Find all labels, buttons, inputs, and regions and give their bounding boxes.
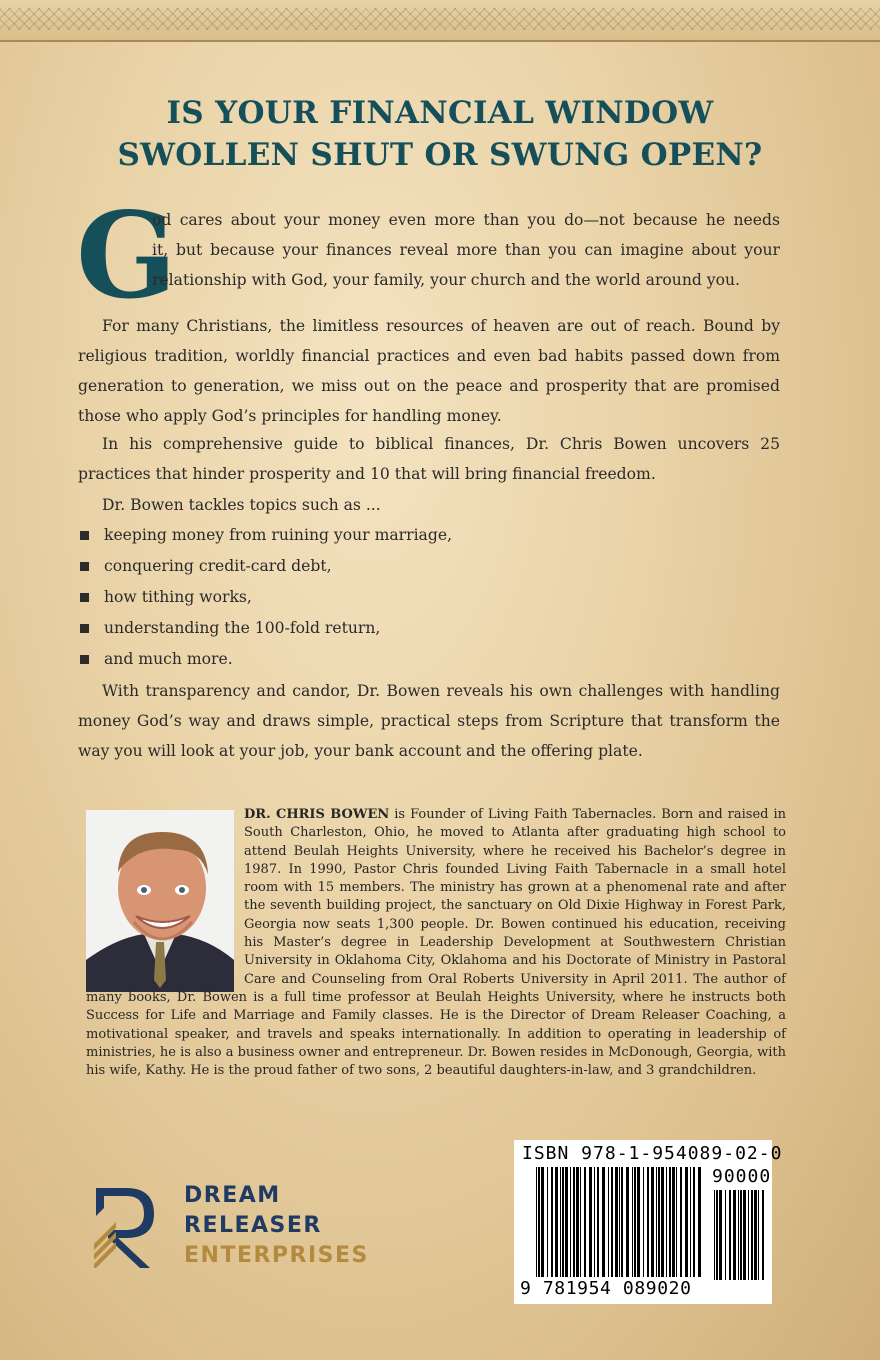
intro-line-2: it, but because your finances reveal more than you can imagine about your [152,241,780,259]
bullet-square-icon [80,562,89,571]
publisher-line-1: DREAM [184,1183,281,1208]
list-item: keeping money from ruining your marriage, [78,520,778,551]
publisher-line-3: ENTERPRISES [184,1243,369,1268]
intro-line-3: relationship with God, your family, your church and the world around you. [152,271,741,289]
headline-line-1: IS YOUR FINANCIAL WINDOW [166,95,714,131]
ean-digits: 9 781954 089020 [520,1278,692,1299]
list-item: conquering credit-card debt, [78,551,778,582]
publisher-logo [92,1182,392,1282]
price-code: 90000 [712,1166,772,1187]
author-bio-text: is Founder of Living Faith Tabernacles. Born and raised in South Charleston, Ohio, he moved to Atlanta after graduating high school to attend Beulah Heights University, where he received his Bachelor’s degree in 1987. In 1990, Pastor Chris founded Living Faith Tabernacle in a small hotel room with 15 members. The ministry has grown at a phenomenal rate and after the seventh building project, the sanctuary on Old Dixie Highway in Forest Park, Georgia now seats 1,300 people. Dr. Bowen continued his education, receiving his Master’s degree in Leadership Development at Southwestern Christian University in Oklahoma City, Oklahoma and his Doctorate of Ministry in Pastoral Care and Counseling from Oral Roberts University in April 2011. The author of many books, Dr. Bowen is a full time professor at Beulah Heights University, where he instructs both Success for Life and Marriage and Family classes. He is the Director of Dream Releaser Coaching, a motivational speaker, and travels and speaks internationally. In addition to operating in leadership of ministries, he is also a business owner and entrepreneur. Dr. Bowen resides in McDonough, Georgia, with his wife, Kathy. He is the proud father of two sons, 2 beautiful daughters-in-law, and 3 grandchildren. [86,807,786,1079]
paragraph-guide-summary: In his comprehensive guide to biblical finances, Dr. Chris Bowen uncovers 25 practices that hinder prosperity and 10 that will bring financial freedom. [78,435,780,483]
author-bio [86,806,786,1080]
list-item: how tithing works, [78,582,778,613]
ean-barcode-bars [536,1167,704,1277]
paragraph-topics-intro: Dr. Bowen tackles topics such as ... [102,496,381,514]
drop-cap: G [76,186,177,325]
topics-list [78,520,778,675]
bullet-square-icon [80,593,89,602]
decorative-top-border [0,0,880,42]
author-name: DR. CHRIS BOWEN [244,807,390,822]
paragraph-transparency: With transparency and candor, Dr. Bowen reveals his own challenges with handling money God’s way and draws simple, practical steps from Scripture that transform the way you will look at your job, your bank account and the offering plate. [78,682,780,760]
isbn-barcode [514,1140,783,1304]
list-item: and much more. [78,644,778,675]
dream-releaser-logo-icon [92,1182,162,1272]
headline [60,92,820,176]
list-item: understanding the 100-fold return, [78,613,778,644]
bullet-square-icon [80,655,89,664]
intro-line-1: od cares about your money even more than you do—not because he needs [152,211,780,229]
bullet-square-icon [80,531,89,540]
paragraph-heaven-resources: For many Christians, the limitless resources of heaven are out of reach. Bound by religious tradition, worldly financial practices and even bad habits passed down from generation to generation, we miss out on the peace and prosperity that are promised those who apply God’s principles for handling money. [78,317,780,425]
isbn-label: ISBN 978-1-954089-02-0 [522,1143,783,1164]
headline-line-2: SWOLLEN SHUT OR SWUNG OPEN? [117,137,763,173]
addon-barcode-bars [714,1190,766,1280]
bullet-square-icon [80,624,89,633]
publisher-line-2: RELEASER [184,1213,322,1238]
